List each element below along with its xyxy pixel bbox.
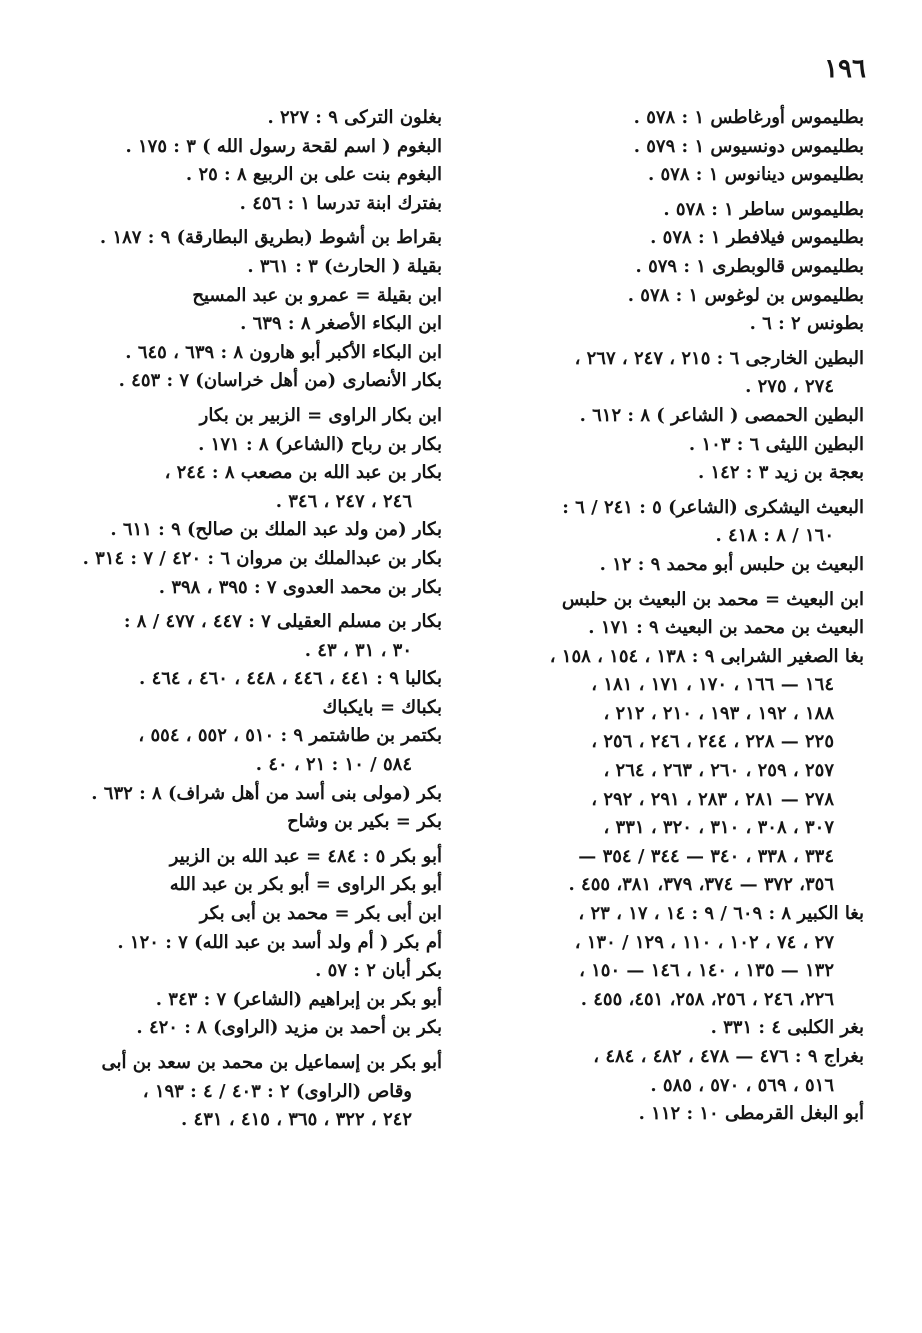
index-entry-continuation: ١٨٨ ، ١٩٢ ، ١٩٣ ، ٢١٠ ، ٢١٢ ، [603, 702, 834, 724]
index-entry-continuation: ٢٧٨ — ٢٨١ ، ٢٨٣ ، ٢٩١ ، ٢٩٢ ، [591, 788, 834, 810]
index-entry: البطين الحمصى ( الشاعر ) ٨ : ٦١٢ . [579, 404, 864, 426]
index-entry: بكار الأنصارى (من أهل خراسان) ٧ : ٤٥٣ . [118, 370, 442, 392]
index-entry: البغوم ( اسم لقحة رسول الله ) ٣ : ١٧٥ . [125, 135, 442, 157]
index-entry: بطليموس دونسيوس ١ : ٥٧٩ . [633, 135, 864, 157]
index-entry-continuation: ٣٠٧ ، ٣٠٨ ، ٣١٠ ، ٣٢٠ ، ٣٣١ ، [603, 817, 834, 839]
index-entry-continuation: ٣٣٤ ، ٣٣٨ ، ٣٤٠ — ٣٤٤ / ٣٥٤ — [578, 845, 834, 867]
index-entry: ابن بكار الراوى = الزبير بن بكار [199, 404, 442, 426]
index-entry: بكتمر بن طاشتمر ٩ : ٥١٠ ، ٥٥٢ ، ٥٥٤ ، [138, 725, 442, 747]
index-entry: ابن بقيلة = عمرو بن عبد المسيح [192, 284, 442, 306]
index-entry: أم بكر ( أم ولد أسد بن عبد الله) ٧ : ١٢٠ . [117, 931, 442, 953]
index-entry: البغوم بنت على بن الربيع ٨ : ٢٥ . [185, 164, 442, 186]
index-entry: ابن البكاء الأكبر أبو هارون ٨ : ٦٣٩ ، ٦٤٥ . [125, 341, 442, 363]
index-entry: بغا الصغير الشرابى ٩ : ١٣٨ ، ١٥٤ ، ١٥٨ ، [549, 645, 864, 667]
index-entry: بكر بن أحمد بن مزيد (الراوى) ٨ : ٤٢٠ . [136, 1017, 442, 1039]
index-entry: بكار بن مسلم العقيلى ٧ : ٤٤٧ ، ٤٧٧ / ٨ : [123, 611, 442, 633]
index-column-left [82, 104, 442, 1135]
index-entry-continuation: ١٦٠ / ٨ : ٤١٨ . [715, 525, 834, 547]
index-entry-continuation: ٥٨٤ / ١٠ : ٢١ ، ٤٠ . [255, 754, 412, 776]
index-entry: بطليموس بن لوغوس ١ : ٥٧٨ . [627, 284, 864, 306]
index-entry: ابن البكاء الأصغر ٨ : ٦٣٩ . [240, 313, 442, 335]
index-entry: أبو بكر ٥ : ٤٨٤ = عبد الله بن الزبير [169, 845, 442, 867]
index-entry: بطونس ٢ : ٦ . [749, 313, 864, 335]
index-entry: البطين الليثى ٦ : ١٠٣ . [688, 433, 864, 455]
index-entry: بقيلة ( الحارث) ٣ : ٣٦١ . [247, 255, 442, 277]
index-entry-continuation: ٢٧ ، ٧٤ ، ١٠٢ ، ١١٠ ، ١٢٩ / ١٣٠ ، [574, 931, 834, 953]
page-number: ١٩٦ [824, 54, 866, 84]
index-entry: بطليموس فيلافطر ١ : ٥٧٨ . [650, 227, 864, 249]
index-entry-continuation: ٢٥٧ ، ٢٥٩ ، ٢٦٠ ، ٢٦٣ ، ٢٦٤ ، [603, 760, 834, 782]
index-entry: أبو بكر بن إبراهيم (الشاعر) ٧ : ٣٤٣ . [155, 988, 442, 1010]
index-entry: البعيث بن محمد بن البعيث ٩ : ١٧١ . [588, 617, 864, 639]
index-entry-continuation: وقاص (الراوى) ٢ : ٤٠٣ / ٤ : ١٩٣ ، [142, 1080, 412, 1102]
index-entry: البعيث بن حلبس أبو محمد ٩ : ١٢ . [599, 553, 864, 575]
index-entry: بغراج ٩ : ٤٧٦ — ٤٧٨ ، ٤٨٢ ، ٤٨٤ ، [593, 1046, 864, 1067]
index-entry: أبو بكر الراوى = أبو بكر بن عبد الله [169, 874, 442, 896]
index-column-right [488, 104, 864, 1129]
index-entry-continuation: ٢٤٦ ، ٢٤٧ ، ٣٤٦ . [275, 490, 412, 512]
index-entry-continuation: ٢٤٢ ، ٣٢٢ ، ٣٦٥ ، ٤١٥ ، ٤٣١ . [181, 1109, 412, 1131]
index-entry: بطليموس قالوبطرى ١ : ٥٧٩ . [635, 255, 864, 277]
index-entry: بكار (من ولد عبد الملك بن صالح) ٩ : ٦١١ . [110, 519, 442, 541]
index-entry-continuation: ٢٢٥ — ٢٢٨ ، ٢٤٤ ، ٢٤٦ ، ٢٥٦ ، [591, 731, 834, 753]
index-entry-continuation: ٢٧٤ ، ٢٧٥ . [745, 376, 834, 398]
index-entry: أبو بكر بن إسماعيل بن محمد بن سعد بن أبى [101, 1052, 442, 1073]
index-entry: بطليموس أورغاطس ١ : ٥٧٨ . [633, 107, 864, 128]
index-entry-continuation: ١٣٢ — ١٣٥ ، ١٤٠ ، ١٤٦ — ١٥٠ ، [579, 960, 834, 982]
index-entry: بغلون التركى ٩ : ٢٢٧ . [267, 107, 442, 128]
index-entry: بكار بن عبدالملك بن مروان ٦ : ٤٢٠ / ٧ : ٣١٤ . [82, 547, 442, 569]
index-entry: ابن أبى بكر = محمد بن أبى بكر [199, 903, 442, 925]
index-entry: بقراط بن أشوط (بطريق البطارقة) ٩ : ١٨٧ . [99, 227, 442, 249]
index-entry: بكار بن محمد العدوى ٧ : ٣٩٥ ، ٣٩٨ . [158, 576, 442, 598]
index-entry: بكباك = بايكباك [322, 696, 442, 718]
index-entry: بكر = بكير بن وشاح [287, 811, 442, 833]
index-entry: بفترك ابنة تدرسا ١ : ٤٥٦ . [239, 192, 442, 214]
index-entry: بعجة بن زيد ٣ : ١٤٢ . [697, 462, 864, 484]
index-entry: أبو البغل القرمطى ١٠ : ١١٢ . [638, 1103, 864, 1125]
index-entry-continuation: ١٦٤ — ١٦٦ ، ١٧٠ ، ١٧١ ، ١٨١ ، [591, 674, 834, 696]
index-entry-continuation: ٥١٦ ، ٥٦٩ ، ٥٧٠ ، ٥٨٥ . [650, 1074, 834, 1096]
index-entry: بطليموس دينانوس ١ : ٥٧٨ . [647, 164, 864, 186]
index-entry-continuation: ٣٠ ، ٣١ ، ٤٣ . [304, 639, 412, 661]
index-entry: بطليموس ساطر ١ : ٥٧٨ . [663, 198, 864, 220]
index-entry: بكالبا ٩ : ٤٤١ ، ٤٤٦ ، ٤٤٨ ، ٤٦٠ ، ٤٦٤ . [139, 668, 442, 690]
index-entry: بغر الكلبى ٤ : ٣٣١ . [710, 1017, 864, 1039]
index-entry: بكار بن عبد الله بن مصعب ٨ : ٢٤٤ ، [164, 462, 442, 484]
index-entry: بغا الكبير ٨ : ٦٠٩ / ٩ : ١٤ ، ١٧ ، ٢٣ ، [578, 903, 864, 925]
index-entry-continuation: ٢٢٦، ٢٤٦ ، ٢٥٦، ٢٥٨، ٤٥١، ٤٥٥ . [580, 988, 834, 1010]
index-entry: البطين الخارجى ٦ : ٢١٥ ، ٢٤٧ ، ٢٦٧ ، [574, 347, 864, 369]
index-entry: بكر أبان ٢ : ٥٧ . [315, 960, 442, 982]
index-entry: البعيث اليشكرى (الشاعر) ٥ : ٢٤١ / ٦ : [562, 496, 864, 518]
index-entry: بكر (مولى بنى أسد من أهل شراف) ٨ : ٦٣٢ . [91, 782, 442, 804]
index-entry: بكار بن رباح (الشاعر) ٨ : ١٧١ . [198, 433, 442, 455]
index-entry: ابن البعيث = محمد بن البعيث بن حلبس [561, 588, 864, 610]
index-entry-continuation: ٣٥٦، ٣٧٢ — ٣٧٤، ٣٧٩، ٣٨١، ٤٥٥ . [568, 874, 834, 896]
